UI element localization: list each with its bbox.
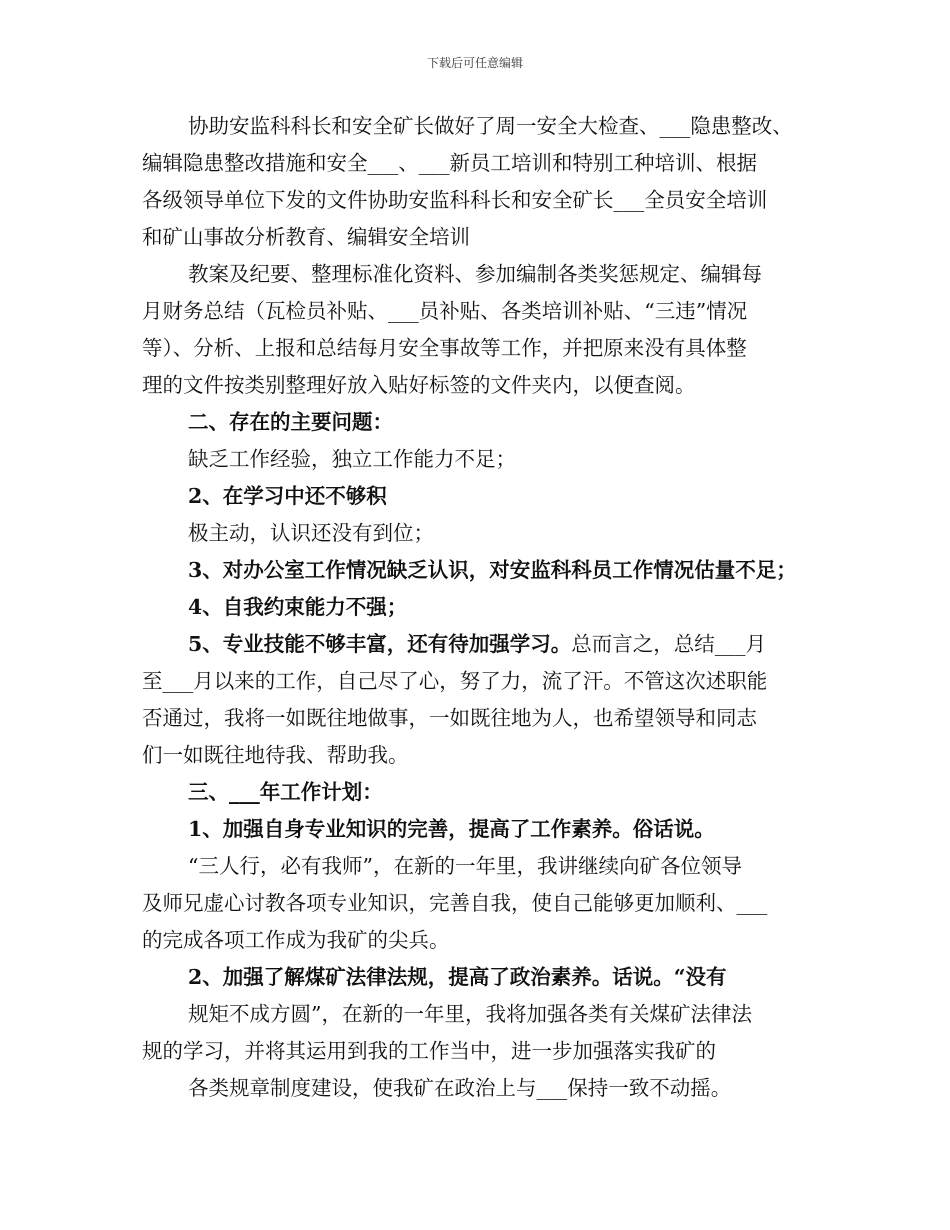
text-line: 及师兄虚心讨教各项专业知识，完善自我，使自己能够更加顺利、___ <box>142 891 768 915</box>
text-line: 们一如既往地待我、帮助我。 <box>142 743 409 767</box>
text-line: 三、___年工作计划： <box>188 780 383 804</box>
text-line: 规的学习，并将其运用到我的工作当中，进一步加强落实我矿的 <box>142 1039 716 1063</box>
text-line: 否通过，我将一如既往地做事，一如既往地为人，也希望领导和同志 <box>142 706 757 730</box>
text-line: “三人行，必有我师”，在新的一年里，我讲继续向矿各位领导 <box>188 854 742 878</box>
text-line: 各级领导单位下发的文件协助安监科科长和安全矿长___全员安全培训 <box>142 188 768 212</box>
text-line: 极主动，认识还没有到位； <box>188 521 434 545</box>
text-line: 各类规章制度建设，使我矿在政治上与___保持一致不动摇。 <box>188 1076 732 1100</box>
text-line: 2、在学习中还不够积 <box>188 484 387 508</box>
text-line: 和矿山事故分析教育、编辑安全培训 <box>142 225 470 249</box>
text-line <box>142 626 814 663</box>
text-line: 等）、分析、上报和总结每月安全事故等工作，并把原来没有具体整 <box>142 336 747 360</box>
text-line: 协助安监科科长和安全矿长做好了周一安全大检查、___隐患整改、 <box>188 114 793 138</box>
text-line: 二、存在的主要问题： <box>188 410 393 434</box>
page-header: 下载后可任意编辑 <box>426 56 523 70</box>
text-line: 至___月以来的工作，自己尽了心，努了力，流了汗。不管这次述职能 <box>142 669 768 693</box>
text-line: 缺乏工作经验，独立工作能力不足； <box>188 447 516 471</box>
text-line: 1、加强自身专业知识的完善，提高了工作素养。俗话说。 <box>188 817 715 841</box>
text-line: 4、自我约束能力不强； <box>188 595 408 619</box>
bold-text-run: 5、专业技能不够丰富，还有待加强学习。 <box>188 632 572 656</box>
text-line: 月财务总结（瓦检员补贴、___员补贴、各类培训补贴、“三违”情况 <box>142 299 748 323</box>
text-line: 2、加强了解煤矿法律法规，提高了政治素养。话说。“没有 <box>188 965 727 989</box>
text-line: 理的文件按类别整理好放入贴好标签的文件夹内，以便查阅。 <box>142 373 696 397</box>
text-line: 的完成各项工作成为我矿的尖兵。 <box>142 928 450 952</box>
text-line: 规矩不成方圆”，在新的一年里，我将加强各类有关煤矿法律法 <box>188 1002 752 1026</box>
document-body <box>142 108 814 1107</box>
text-line: 教案及纪要、整理标准化资料、参加编制各类奖惩规定、编辑每 <box>188 262 762 286</box>
text-line: 3、对办公室工作情况缺乏认识，对安监科科员工作情况估量不足； <box>188 558 797 582</box>
normal-text-run: 总而言之，总结___月 <box>571 632 767 656</box>
text-line: 编辑隐患整改措施和安全___、___新员工培训和特别工种培训、根据 <box>142 151 757 175</box>
